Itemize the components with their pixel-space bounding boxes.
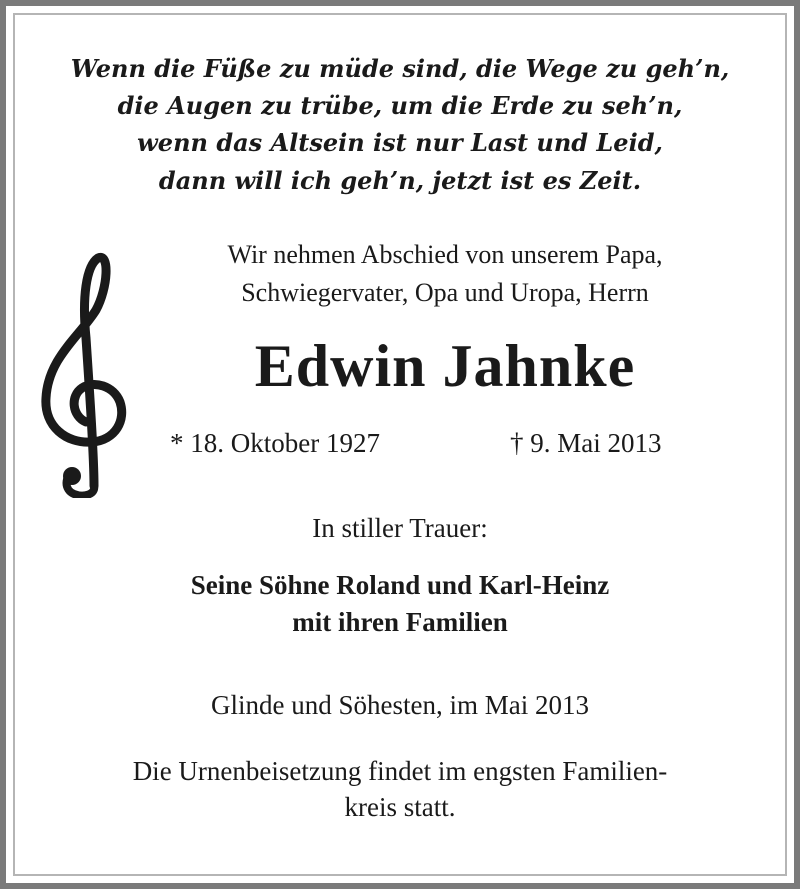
mourning-heading: In stiller Trauer: <box>312 513 488 543</box>
burial-note-line-1: Die Urnenbeisetzung findet im engsten Familien- <box>132 756 668 786</box>
death-date: † 9. Mai 2013 <box>510 428 662 458</box>
poem-line-3: wenn das Altsein ist nur Last und Leid, <box>137 128 663 157</box>
mourners-line-2: mit ihren Familien <box>292 607 508 637</box>
poem-line-2: die Augen zu trübe, um die Erde zu seh’n, <box>117 91 683 120</box>
poem-line-4: dann will ich geh’n, jetzt ist es Zeit. <box>158 166 642 195</box>
intro-line-2: Schwiegervater, Opa und Uropa, Herrn <box>241 278 649 307</box>
treble-clef-icon <box>36 248 132 498</box>
intro-line-1: Wir nehmen Abschied von unserem Papa, <box>227 240 663 269</box>
burial-note-line-2: kreis statt. <box>344 792 456 822</box>
mourners-line-1: Seine Söhne Roland und Karl-Heinz <box>190 570 610 600</box>
place-date: Glinde und Söhesten, im Mai 2013 <box>211 690 589 720</box>
poem-line-1: Wenn die Füße zu müde sind, die Wege zu geh’n, <box>70 54 730 83</box>
deceased-name: Edwin Jahnke <box>254 333 636 399</box>
birth-date: * 18. Oktober 1927 <box>170 428 380 458</box>
